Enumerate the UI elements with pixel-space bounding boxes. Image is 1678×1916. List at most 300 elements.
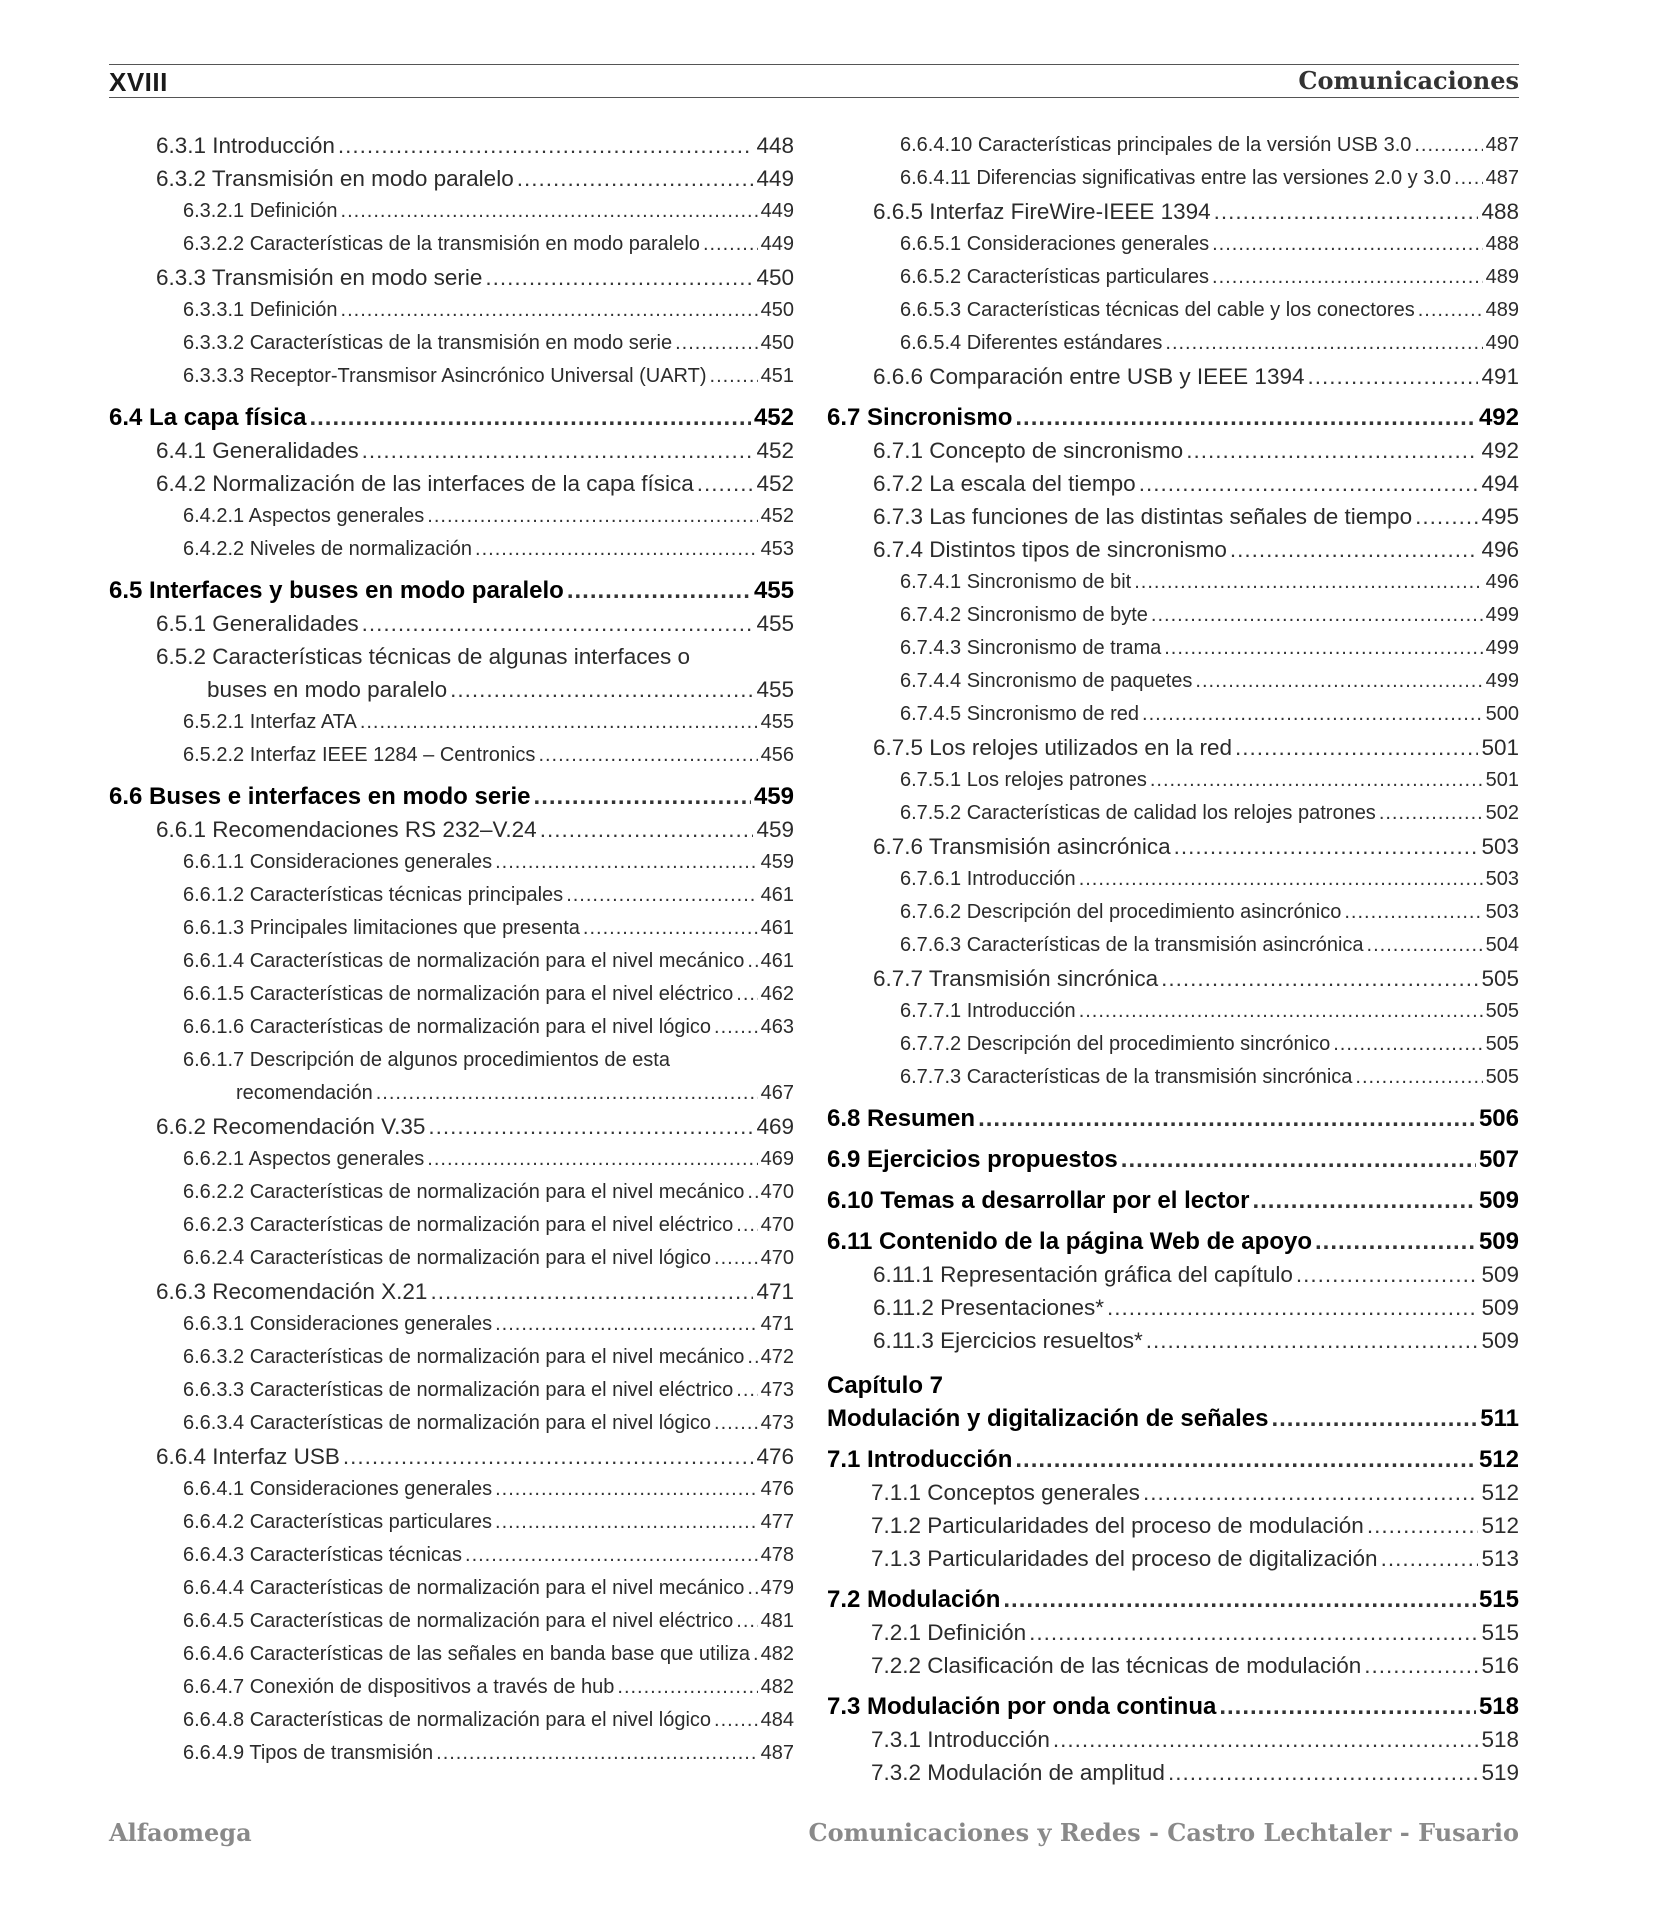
dot-leader (1308, 360, 1479, 393)
toc-entry-page: 452 (760, 505, 794, 527)
toc-entry-page: 461 (760, 950, 794, 972)
dot-leader (714, 1407, 758, 1440)
toc-entry-page: 470 (760, 1214, 794, 1236)
toc-entry[interactable] (109, 912, 794, 945)
toc-entry-page: 479 (760, 1577, 794, 1599)
dot-leader (1355, 1061, 1482, 1094)
toc-entry[interactable] (827, 896, 1519, 929)
toc-entry-title: 7.2.2 Clasificación de las técnicas de modulación (871, 1653, 1362, 1678)
toc-entry[interactable] (109, 780, 794, 813)
toc-entry-page: 476 (760, 1478, 794, 1500)
toc-entry-page: 516 (1481, 1653, 1519, 1678)
toc-entry-title: 6.7.6 Transmisión asincrónica (873, 834, 1171, 859)
dot-leader (343, 1440, 754, 1473)
toc-entry-title: 6.6.3.2 Características de normalización para el nivel mecánico (183, 1346, 745, 1368)
toc-entry-page: 469 (760, 1148, 794, 1170)
toc-entry-title: 6.6.1.5 Características de normalización para el nivel eléctrico (183, 983, 734, 1005)
toc-left-column (109, 129, 794, 1770)
dot-leader (1174, 830, 1479, 863)
toc-entry[interactable] (109, 1638, 794, 1671)
toc-entry[interactable] (827, 500, 1519, 533)
dot-leader (427, 1143, 757, 1176)
toc-entry[interactable] (827, 1509, 1519, 1542)
toc-entry[interactable] (109, 360, 794, 393)
toc-entry-page: 472 (760, 1346, 794, 1368)
dot-leader (475, 533, 758, 566)
toc-entry-title: 6.4.2 Normalización de las interfaces de la capa física (156, 471, 694, 496)
toc-entry[interactable] (109, 467, 794, 500)
toc-entry[interactable] (109, 1044, 794, 1077)
toc-entry[interactable] (109, 261, 794, 294)
toc-entry[interactable] (109, 1209, 794, 1242)
dot-leader (1344, 896, 1482, 929)
toc-entry-title: 6.7.4.3 Sincronismo de trama (900, 637, 1162, 659)
toc-entry[interactable] (827, 995, 1519, 1028)
toc-entry[interactable] (827, 863, 1519, 896)
toc-entry[interactable] (109, 1110, 794, 1143)
toc-entry[interactable] (827, 467, 1519, 500)
toc-entry-title: 6.9 Ejercicios propuestos (827, 1146, 1118, 1173)
toc-entry-title: 7.1.3 Particularidades del proceso de digitalización (871, 1546, 1378, 1571)
toc-entry-title: 6.6.3.1 Consideraciones generales (183, 1313, 493, 1335)
toc-entry-title: 6.6.4.6 Características de las señales en banda base que utiliza (183, 1643, 751, 1665)
toc-entry[interactable] (827, 830, 1519, 863)
toc-entry-title: 6.6.1.4 Características de normalización para el nivel mecánico (183, 950, 745, 972)
toc-entry-page: 455 (753, 577, 794, 604)
toc-entry-page: 461 (760, 884, 794, 906)
toc-entry-page: 505 (1485, 1066, 1519, 1088)
dot-leader (485, 261, 753, 294)
toc-entry-title: 6.7.4.2 Sincronismo de byte (900, 604, 1148, 626)
toc-entry-page: 467 (760, 1082, 794, 1104)
dot-leader (1415, 500, 1478, 533)
toc-entry-page: 505 (1485, 1033, 1519, 1055)
header-rule-top (109, 64, 1519, 65)
toc-entry[interactable] (827, 1402, 1519, 1435)
toc-entry-title: 6.7.7.2 Descripción del procedimiento sincrónico (900, 1033, 1331, 1055)
toc-entry-title: 6.6.3 Recomendación X.21 (156, 1279, 428, 1304)
dot-leader (1015, 1443, 1476, 1476)
toc-entry-page: 452 (756, 471, 794, 496)
toc-entry[interactable] (109, 327, 794, 360)
toc-entry-page: 449 (760, 200, 794, 222)
toc-entry-continuation[interactable] (109, 673, 794, 706)
toc-entry[interactable] (109, 1176, 794, 1209)
toc-entry-title: 6.8 Resumen (827, 1105, 976, 1132)
toc-entry[interactable] (109, 195, 794, 228)
toc-entry[interactable] (109, 401, 794, 434)
toc-entry-page: 452 (756, 438, 794, 463)
dot-leader (1230, 533, 1479, 566)
toc-entry-title: 6.7.1 Concepto de sincronismo (873, 438, 1184, 463)
toc-entry-page: 492 (1478, 404, 1519, 431)
toc-entry[interactable] (109, 533, 794, 566)
toc-entry-page: 462 (760, 983, 794, 1005)
toc-entry[interactable] (109, 607, 794, 640)
toc-entry[interactable] (827, 764, 1519, 797)
dot-leader (540, 813, 754, 846)
toc-entry-page: 481 (760, 1610, 794, 1632)
dot-leader (736, 1374, 757, 1407)
toc-entry-title: 6.6.1.7 Descripción de algunos procedimientos de esta (183, 1049, 670, 1071)
dot-leader (1079, 863, 1483, 896)
toc-entry[interactable] (109, 1572, 794, 1605)
running-header: Comunicaciones (1298, 66, 1519, 95)
toc-entry-title: 6.7.7.3 Características de la transmisión sincrónica (900, 1066, 1353, 1088)
toc-entry[interactable] (827, 962, 1519, 995)
toc-entry-page: 461 (760, 917, 794, 939)
toc-entry-title: 6.11.2 Presentaciones* (873, 1295, 1104, 1320)
chapter-label: Capítulo 7 (827, 1372, 944, 1399)
toc-entry-title: 6.6.5.4 Diferentes estándares (900, 332, 1163, 354)
toc-entry-page: 476 (756, 1444, 794, 1469)
toc-entry[interactable] (827, 228, 1519, 261)
toc-entry-title: 6.7.4.1 Sincronismo de bit (900, 571, 1132, 593)
toc-entry-page: 512 (1481, 1513, 1519, 1538)
toc-entry-title: 6.5 Interfaces y buses en modo paralelo (109, 577, 564, 604)
dot-leader (436, 1737, 757, 1770)
toc-entry-page: 499 (1485, 604, 1519, 626)
toc-entry[interactable] (827, 632, 1519, 665)
toc-entry[interactable] (827, 1143, 1519, 1176)
toc-entry-page: 500 (1485, 703, 1519, 725)
dot-leader (341, 294, 758, 327)
toc-entry-page: 512 (1478, 1446, 1519, 1473)
toc-entry[interactable] (827, 360, 1519, 393)
toc-entry-title: 6.6.4.9 Tipos de transmisión (183, 1742, 434, 1764)
toc-entry-page: 509 (1478, 1228, 1519, 1255)
toc-entry-title: 6.6.5.1 Consideraciones generales (900, 233, 1210, 255)
toc-entry[interactable] (827, 1258, 1519, 1291)
toc-entry-page: 478 (760, 1544, 794, 1566)
toc-entry-page: 463 (760, 1016, 794, 1038)
toc-entry[interactable] (109, 162, 794, 195)
toc-entry-page: 492 (1481, 438, 1519, 463)
toc-entry-page: 455 (760, 711, 794, 733)
toc-entry-page: 452 (753, 404, 794, 431)
toc-entry-title: 6.6.4.10 Características principales de la versión USB 3.0 (900, 134, 1412, 156)
dot-leader (1134, 566, 1482, 599)
toc-entry-page: 490 (1485, 332, 1519, 354)
toc-entry-page: 482 (760, 1643, 794, 1665)
dot-leader (1296, 1258, 1479, 1291)
dot-leader (338, 129, 754, 162)
toc-entry[interactable] (827, 162, 1519, 195)
toc-entry-page: 455 (756, 611, 794, 636)
toc-entry-title: 6.6.1.3 Principales limitaciones que presenta (183, 917, 580, 939)
toc-entry[interactable] (827, 1102, 1519, 1135)
dot-leader (1367, 929, 1483, 962)
dot-leader (495, 846, 758, 879)
toc-entry-page: 515 (1481, 1620, 1519, 1645)
toc-entry-page: 494 (1481, 471, 1519, 496)
toc-entry[interactable] (109, 1440, 794, 1473)
toc-entry-title: buses en modo paralelo (207, 677, 448, 702)
toc-entry[interactable] (109, 1275, 794, 1308)
dot-leader (714, 1011, 758, 1044)
toc-entry[interactable] (827, 929, 1519, 962)
toc-entry-title: 6.7.4.5 Sincronismo de red (900, 703, 1140, 725)
toc-entry-title: 6.6.2.4 Características de normalización para el nivel lógico (183, 1247, 712, 1269)
toc-entry-page: 518 (1478, 1693, 1519, 1720)
toc-entry[interactable] (827, 401, 1519, 434)
toc-entry-title: 7.3 Modulación por onda continua (827, 1693, 1217, 1720)
dot-leader (1161, 962, 1478, 995)
toc-entry-title: 6.6.2 Recomendación V.35 (156, 1114, 426, 1139)
toc-entry[interactable] (109, 739, 794, 772)
dot-leader (978, 1102, 1476, 1135)
toc-entry-page: 459 (753, 783, 794, 810)
toc-entry-title: 6.6.5.3 Características técnicas del cable y los conectores (900, 299, 1415, 321)
toc-entry[interactable] (109, 1671, 794, 1704)
toc-entry-page: 456 (760, 744, 794, 766)
toc-entry[interactable] (827, 599, 1519, 632)
toc-entry[interactable] (109, 129, 794, 162)
toc-entry[interactable] (109, 500, 794, 533)
toc-entry-title: 6.6.4.8 Características de normalización para el nivel lógico (183, 1709, 712, 1731)
toc-entry-page: 496 (1481, 537, 1519, 562)
dot-leader (430, 1275, 753, 1308)
dot-leader (747, 945, 757, 978)
toc-entry-page: 470 (760, 1247, 794, 1269)
toc-entry[interactable] (109, 945, 794, 978)
toc-entry[interactable] (109, 640, 794, 673)
toc-entry[interactable] (109, 574, 794, 607)
toc-entry-page: 473 (760, 1379, 794, 1401)
toc-entry[interactable] (827, 1723, 1519, 1756)
toc-entry-page: 501 (1481, 735, 1519, 760)
dot-leader (538, 739, 757, 772)
dot-leader (675, 327, 758, 360)
toc-entry-title: 6.7.5.1 Los relojes patrones (900, 769, 1147, 791)
toc-entry-page: 515 (1478, 1586, 1519, 1613)
toc-entry-page: 455 (756, 677, 794, 702)
toc-entry-title: 7.3.1 Introducción (871, 1727, 1050, 1752)
toc-entry-title: 6.7.6.2 Descripción del procedimiento asincrónico (900, 901, 1342, 923)
toc-entry[interactable] (827, 1443, 1519, 1476)
toc-entry[interactable] (109, 228, 794, 261)
dot-leader (747, 1176, 757, 1209)
toc-entry-page: 511 (1480, 1405, 1519, 1432)
toc-entry[interactable] (109, 1341, 794, 1374)
toc-entry[interactable] (109, 846, 794, 879)
toc-entry-continuation[interactable] (109, 1077, 794, 1110)
toc-entry-title: 6.7.5 Los relojes utilizados en la red (873, 735, 1232, 760)
dot-leader (517, 162, 754, 195)
dot-leader (1165, 327, 1482, 360)
toc-entry[interactable] (827, 1225, 1519, 1258)
toc-entry[interactable] (109, 434, 794, 467)
dot-leader (1315, 1225, 1476, 1258)
dot-leader (566, 879, 757, 912)
dot-leader (341, 195, 758, 228)
toc-entry-page: 519 (1481, 1760, 1519, 1785)
toc-entry[interactable] (827, 1756, 1519, 1789)
toc-entry-title: 6.6.2.3 Características de normalización para el nivel eléctrico (183, 1214, 734, 1236)
toc-entry[interactable] (827, 195, 1519, 228)
dot-leader (1454, 162, 1483, 195)
dot-leader (1053, 1723, 1479, 1756)
dot-leader (495, 1506, 758, 1539)
toc-entry[interactable] (109, 1704, 794, 1737)
toc-entry[interactable] (827, 434, 1519, 467)
dot-leader (714, 1704, 758, 1737)
toc-entry[interactable] (109, 294, 794, 327)
toc-entry[interactable] (827, 261, 1519, 294)
toc-entry-page: 487 (1485, 167, 1519, 189)
dot-leader (1252, 1184, 1476, 1217)
toc-entry-title: 6.6.4.1 Consideraciones generales (183, 1478, 493, 1500)
toc-entry[interactable] (827, 327, 1519, 360)
toc-entry-title: 6.5.2.2 Interfaz IEEE 1284 – Centronics (183, 744, 536, 766)
toc-entry-title: 7.2.1 Definición (871, 1620, 1027, 1645)
dot-leader (1150, 764, 1483, 797)
dot-leader (747, 1572, 757, 1605)
toc-entry-page: 471 (760, 1313, 794, 1335)
dot-leader (495, 1473, 758, 1506)
toc-entry-page: 491 (1481, 364, 1519, 389)
toc-entry-title: 6.6.5.2 Características particulares (900, 266, 1210, 288)
toc-entry-page: 489 (1485, 299, 1519, 321)
toc-entry-title: 6.3.3.2 Características de la transmisión en modo serie (183, 332, 673, 354)
toc-entry[interactable] (109, 1605, 794, 1638)
toc-entry-title: 6.7.7.1 Introducción (900, 1000, 1076, 1022)
toc-entry[interactable] (109, 813, 794, 846)
toc-entry[interactable] (827, 1583, 1519, 1616)
toc-entry[interactable] (109, 1242, 794, 1275)
dot-leader (1107, 1291, 1478, 1324)
toc-entry-title: 6.4.2.1 Aspectos generales (183, 505, 425, 527)
toc-entry-page: 484 (760, 1709, 794, 1731)
toc-entry-title: 6.7.3 Las funciones de las distintas señales de tiempo (873, 504, 1413, 529)
toc-entry-page: 473 (760, 1412, 794, 1434)
toc-entry[interactable] (827, 566, 1519, 599)
toc-entry[interactable] (827, 1061, 1519, 1094)
toc-entry-title: 6.5.1 Generalidades (156, 611, 359, 636)
toc-entry-title: 6.7.6.1 Introducción (900, 868, 1076, 890)
toc-entry[interactable] (827, 1028, 1519, 1061)
toc-entry-title: 6.6.4.2 Características particulares (183, 1511, 493, 1533)
toc-entry-title: 6.11.1 Representación gráfica del capítulo (873, 1262, 1293, 1287)
dot-leader (1003, 1583, 1476, 1616)
toc-entry[interactable] (109, 1473, 794, 1506)
toc-entry[interactable] (827, 1690, 1519, 1723)
toc-entry[interactable] (109, 1737, 794, 1770)
dot-leader (362, 434, 754, 467)
toc-entry[interactable] (827, 665, 1519, 698)
toc-entry-title: 6.10 Temas a desarrollar por el lector (827, 1187, 1250, 1214)
toc-entry-title: 6.6.1.6 Características de normalización para el nivel lógico (183, 1016, 712, 1038)
toc-entry-title: 6.6.6 Comparación entre USB y IEEE 1394 (873, 364, 1305, 389)
toc-entry-title: 6.4 La capa física (109, 404, 307, 431)
toc-entry[interactable] (827, 1291, 1519, 1324)
dot-leader (1219, 1690, 1476, 1723)
toc-entry-title: 6.3.3.1 Definición (183, 299, 338, 321)
toc-entry[interactable] (827, 129, 1519, 162)
toc-entry[interactable] (109, 1506, 794, 1539)
dot-leader (567, 574, 751, 607)
toc-entry-page: 459 (760, 851, 794, 873)
toc-entry[interactable] (827, 797, 1519, 830)
toc-entry-title: 6.7.4.4 Sincronismo de paquetes (900, 670, 1193, 692)
dot-leader (703, 228, 758, 261)
toc-entry-title: 6.6.1 Recomendaciones RS 232–V.24 (156, 817, 537, 842)
toc-entry[interactable] (827, 731, 1519, 764)
toc-entry[interactable] (827, 1184, 1519, 1217)
toc-entry-title: 6.3.2.1 Definición (183, 200, 338, 222)
toc-entry-title: 6.6.1.1 Consideraciones generales (183, 851, 493, 873)
header-rule-bottom (109, 97, 1519, 98)
toc-entry[interactable] (827, 1324, 1519, 1357)
toc-entry[interactable] (827, 533, 1519, 566)
dot-leader (753, 1638, 758, 1671)
toc-entry-page: 450 (760, 299, 794, 321)
toc-entry-title: 6.4.2.2 Niveles de normalización (183, 538, 473, 560)
toc-entry-page: 471 (756, 1279, 794, 1304)
dot-leader (1168, 1756, 1479, 1789)
footer-publisher: Alfaomega (109, 1818, 252, 1847)
dot-leader (1195, 665, 1482, 698)
dot-leader (1214, 195, 1479, 228)
toc-entry[interactable] (827, 1649, 1519, 1682)
dot-leader (697, 467, 754, 500)
toc-entry[interactable] (827, 1542, 1519, 1575)
toc-entry[interactable] (827, 294, 1519, 327)
toc-entry-page: 505 (1485, 1000, 1519, 1022)
toc-entry-title: 6.3.3 Transmisión en modo serie (156, 265, 483, 290)
toc-entry-title: 6.7.2 La escala del tiempo (873, 471, 1136, 496)
toc-entry-page: 509 (1481, 1328, 1519, 1353)
toc-entry-page: 487 (1485, 134, 1519, 156)
toc-entry[interactable] (827, 698, 1519, 731)
toc-entry-title: Modulación y digitalización de señales (827, 1405, 1269, 1432)
toc-entry-page: 505 (1481, 966, 1519, 991)
toc-entry[interactable] (827, 1476, 1519, 1509)
toc-entry[interactable] (109, 1011, 794, 1044)
toc-entry[interactable] (109, 1374, 794, 1407)
dot-leader (1029, 1616, 1478, 1649)
toc-entry-title: 6.6 Buses e interfaces en modo serie (109, 783, 531, 810)
toc-entry[interactable] (109, 879, 794, 912)
toc-entry-page: 450 (760, 332, 794, 354)
toc-entry-page: 512 (1481, 1480, 1519, 1505)
toc-entry-title: 6.3.3.3 Receptor-Transmisor Asincrónico Universal (UART) (183, 365, 707, 387)
toc-entry[interactable] (109, 1407, 794, 1440)
footer-book-info: Comunicaciones y Redes - Castro Lechtaler - Fusario (808, 1818, 1519, 1847)
dot-leader (1121, 1143, 1476, 1176)
toc-entry-page: 507 (1478, 1146, 1519, 1173)
toc-entry-page: 488 (1481, 199, 1519, 224)
dot-leader (1418, 294, 1483, 327)
toc-entry[interactable] (109, 978, 794, 1011)
dot-leader (1142, 698, 1483, 731)
dot-leader (360, 706, 758, 739)
toc-entry-page: 509 (1481, 1262, 1519, 1287)
toc-entry[interactable] (109, 1539, 794, 1572)
toc-entry-title: 6.6.3.3 Características de normalización para el nivel eléctrico (183, 1379, 734, 1401)
toc-entry[interactable] (109, 1308, 794, 1341)
toc-entry[interactable] (827, 1616, 1519, 1649)
toc-entry-title: recomendación (236, 1082, 373, 1104)
toc-entry-title: 6.3.2.2 Características de la transmisión en modo paralelo (183, 233, 700, 255)
toc-entry-title: 6.3.2 Transmisión en modo paralelo (156, 166, 514, 191)
toc-entry-title: 7.3.2 Modulación de amplitud (871, 1760, 1165, 1785)
dot-leader (1143, 1476, 1479, 1509)
toc-entry[interactable] (109, 706, 794, 739)
toc-entry-title: 6.3.1 Introducción (156, 133, 335, 158)
toc-entry-page: 506 (1478, 1105, 1519, 1132)
toc-entry[interactable] (109, 1143, 794, 1176)
